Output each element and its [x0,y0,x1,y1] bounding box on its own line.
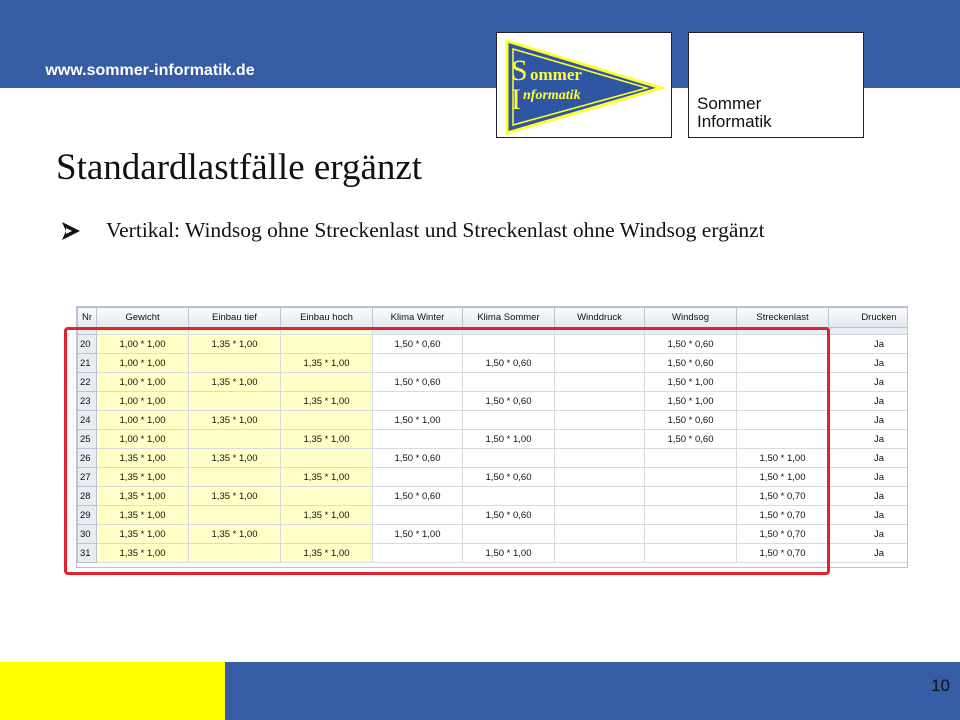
table-cell[interactable]: Ja [829,411,909,430]
table-cell[interactable]: Ja [829,449,909,468]
table-cell[interactable]: 1,50 * 1,00 [373,411,463,430]
row-number-cell[interactable]: 25 [78,430,97,449]
row-number-cell[interactable]: 20 [78,335,97,354]
table-cell[interactable]: 1,35 * 1,00 [281,506,373,525]
table-cell[interactable]: 1,35 * 1,00 [189,525,281,544]
table-cell[interactable]: 1,50 * 0,60 [373,449,463,468]
column-header-einbau-hoch[interactable]: Einbau hoch [281,308,373,328]
table-cell[interactable]: 1,50 * 0,60 [645,335,737,354]
row-number-cell[interactable]: 24 [78,411,97,430]
table-cell[interactable]: 1,50 * 1,00 [645,373,737,392]
row-number-cell[interactable]: 29 [78,506,97,525]
table-cell[interactable]: 1,50 * 0,60 [645,430,737,449]
table-cell[interactable]: Ja [829,525,909,544]
row-number-cell[interactable]: 23 [78,392,97,411]
table-cell[interactable]: Ja [829,430,909,449]
table-cell[interactable]: 1,50 * 1,00 [463,430,555,449]
column-header-windsog[interactable]: Windsog [645,308,737,328]
table-cell[interactable]: 1,35 * 1,00 [189,449,281,468]
logo-initial-s: S [511,54,528,87]
table-cell[interactable]: Ja [829,335,909,354]
table-cell[interactable]: 1,50 * 0,60 [463,506,555,525]
table-cell[interactable]: 1,50 * 0,60 [373,373,463,392]
sommer-informatik-pennant-logo [496,32,672,138]
table-cell[interactable]: 1,50 * 0,60 [463,468,555,487]
bullet-item [60,218,765,243]
table-cell[interactable]: 1,50 * 1,00 [737,468,829,487]
footer-yellow-block [0,662,225,720]
row-number-cell[interactable]: 30 [78,525,97,544]
table-cell[interactable]: 1,50 * 0,70 [737,544,829,563]
highlight-frame [64,327,830,575]
table-cell[interactable]: Ja [829,373,909,392]
table-cell[interactable]: 1,35 * 1,00 [189,335,281,354]
table-cell[interactable]: 1,00 * 1,00 [97,430,189,449]
table-cell[interactable]: Ja [829,487,909,506]
grid-header-row [78,308,909,328]
table-cell[interactable]: Ja [829,544,909,563]
table-cell[interactable]: 1,00 * 1,00 [97,411,189,430]
table-cell[interactable]: 1,35 * 1,00 [281,430,373,449]
logo2-line-informatik: Informatik [697,112,772,131]
row-number-cell[interactable]: 27 [78,468,97,487]
table-cell[interactable]: 1,50 * 0,60 [463,354,555,373]
logo-initial-i: I [511,83,521,116]
table-cell[interactable]: 1,00 * 1,00 [97,354,189,373]
table-cell[interactable]: 1,50 * 1,00 [373,525,463,544]
column-header-einbau-tief[interactable]: Einbau tief [189,308,281,328]
table-cell[interactable]: 1,35 * 1,00 [189,373,281,392]
footer-bar [225,662,960,720]
column-header-streckenlast[interactable]: Streckenlast [737,308,829,328]
table-cell[interactable]: 1,50 * 1,00 [645,392,737,411]
table-cell[interactable]: 1,00 * 1,00 [97,373,189,392]
table-cell[interactable]: 1,50 * 0,60 [463,392,555,411]
table-cell[interactable]: 1,35 * 1,00 [281,392,373,411]
table-cell[interactable]: 1,35 * 1,00 [97,487,189,506]
slide-title: Standardlastfälle ergänzt [56,147,423,188]
column-header-drucken[interactable]: Drucken [829,308,909,328]
logo2-line-sommer: Sommer [697,94,762,113]
table-cell[interactable]: Ja [829,354,909,373]
logo-word-nformatik: nformatik [523,88,581,103]
sommer-informatik-text-logo [688,32,864,138]
row-number-cell[interactable]: 26 [78,449,97,468]
table-cell[interactable]: 1,50 * 1,00 [737,449,829,468]
table-cell[interactable]: 1,50 * 0,60 [645,354,737,373]
table-cell[interactable]: 1,35 * 1,00 [97,544,189,563]
column-header-winddruck[interactable]: Winddruck [555,308,645,328]
logo-word-ommer: ommer [530,65,582,84]
table-cell[interactable]: 1,35 * 1,00 [189,487,281,506]
page-number: 10 [931,676,950,695]
table-cell[interactable]: 1,35 * 1,00 [97,506,189,525]
bullet-text: Vertikal: Windsog ohne Streckenlast und Streckenlast ohne Windsog ergänzt [106,218,765,242]
arrow-bullet-icon [60,220,82,242]
row-number-cell[interactable]: 28 [78,487,97,506]
table-cell[interactable]: Ja [829,468,909,487]
row-number-cell[interactable]: 22 [78,373,97,392]
table-cell[interactable]: 1,35 * 1,00 [97,468,189,487]
table-cell[interactable]: 1,50 * 0,60 [645,411,737,430]
table-cell[interactable]: 1,50 * 0,70 [737,525,829,544]
column-header-nr[interactable]: Nr [78,308,97,328]
table-cell[interactable]: 1,35 * 1,00 [281,354,373,373]
row-number-cell[interactable]: 31 [78,544,97,563]
table-cell[interactable]: 1,00 * 1,00 [97,335,189,354]
table-cell[interactable]: 1,35 * 1,00 [97,449,189,468]
table-cell[interactable]: 1,50 * 0,70 [737,506,829,525]
website-url: www.sommer-informatik.de [45,62,255,79]
table-cell[interactable]: 1,35 * 1,00 [189,411,281,430]
table-cell[interactable]: Ja [829,506,909,525]
column-header-klima-sommer[interactable]: Klima Sommer [463,308,555,328]
row-number-cell[interactable]: 21 [78,354,97,373]
table-cell[interactable]: 1,00 * 1,00 [97,392,189,411]
table-cell[interactable]: 1,50 * 0,60 [373,335,463,354]
table-cell[interactable]: 1,35 * 1,00 [97,525,189,544]
table-cell[interactable]: Ja [829,392,909,411]
table-cell[interactable]: 1,35 * 1,00 [281,468,373,487]
column-header-gewicht[interactable]: Gewicht [97,308,189,328]
column-header-klima-winter[interactable]: Klima Winter [373,308,463,328]
table-cell[interactable]: 1,35 * 1,00 [281,544,373,563]
table-cell[interactable]: 1,50 * 1,00 [463,544,555,563]
table-cell[interactable]: 1,50 * 0,70 [737,487,829,506]
table-cell[interactable]: 1,50 * 0,60 [373,487,463,506]
